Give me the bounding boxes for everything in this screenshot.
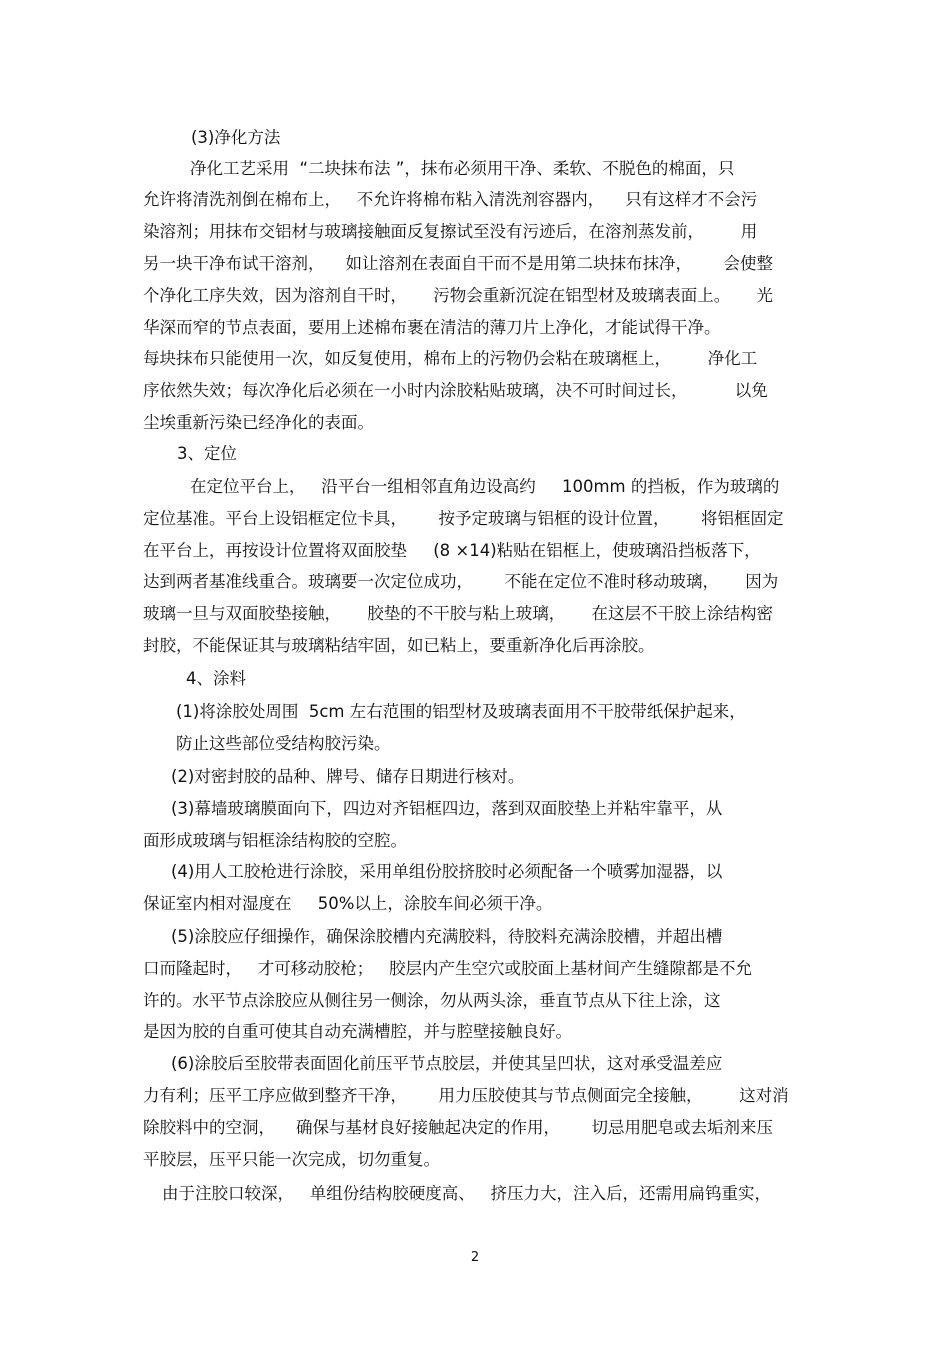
heading-coating: 4、涂料 [186,669,246,688]
text-line: 面形成玻璃与铝框涂结构胶的空腔。 [143,831,407,850]
text-line: 达到两者基准线重合。玻璃要一次定位成功， 不能在定位不准时移动玻璃， 因为 [143,572,779,591]
text-line: 许的。水平节点涂胶应从侧往另一侧涂，勿从两头涂，垂直节点从下往上涂，这 [143,991,721,1010]
page-number: 2 [470,1250,480,1265]
text-line: (2)对密封胶的品种、牌号、储存日期进行核对。 [171,767,525,786]
heading-purification-method: (3)净化方法 [191,128,281,147]
text-line: 封胶，不能保证其与玻璃粘结牢固，如已粘上，要重新净化后再涂胶。 [143,636,655,655]
text-line: 允许将清洗剂倒在棉布上， 不允许将棉布粘入清洗剂容器内， 只有这样才不会污 [143,190,758,209]
text-line: 尘埃重新污染已经净化的表面。 [143,413,374,432]
text-line: (6)涂胶后至胶带表面固化前压平节点胶层，并使其呈凹状，这对承受温差应 [171,1054,723,1073]
text-line: 保证室内相对湿度在 50%以上，涂胶车间必须干净。 [143,894,553,913]
text-line: (5)涂胶应仔细操作，确保涂胶槽内充满胶料，待胶料充满涂胶槽，并超出槽 [171,927,723,946]
heading-positioning: 3、定位 [177,444,237,463]
text-line: 另一块干净布试干溶剂， 如让溶剂在表面自干而不是用第二块抹布抹净， 会使整 [143,254,773,273]
text-line: 序依然失效；每次净化后必须在一小时内涂胶粘贴玻璃，决不可时间过长， 以免 [143,381,768,400]
text-line: 个净化工序失效，因为溶剂自干时， 污物会重新沉淀在铝型材及玻璃表面上。 光 [143,286,773,305]
text-line: 平胶层，压平只能一次完成，切勿重复。 [143,1150,440,1169]
text-line: (4)用人工胶枪进行涂胶，采用单组份胶挤胶时必须配备一个喷雾加湿器，以 [171,862,723,881]
text-line: 口而隆起时， 才可移动胶枪； 胶层内产生空穴或胶面上基材间产生缝隙都是不允 [143,959,752,978]
text-line: 华深而窄的节点表面，要用上述棉布裹在清洁的薄刀片上净化，才能试得干净。 [143,318,721,337]
text-line: 是因为胶的自重可使其自动充满槽腔，并与腔壁接触良好。 [143,1022,572,1041]
text-line: (3)幕墙玻璃膜面向下，四边对齐铝框四边，落到双面胶垫上并粘牢靠平，从 [171,799,723,818]
text-line: 净化工艺采用 “二块抹布法 ”，抹布必须用干净、柔软、不脱色的棉面，只 [190,159,735,178]
text-line: 每块抹布只能使用一次，如反复使用，棉布上的污物仍会粘在玻璃框上， 净化工 [143,349,758,368]
text-line: 力有利；压平工序应做到整齐干净， 用力压胶使其与节点侧面完全接触， 这对消 [143,1086,789,1105]
text-line: 防止这些部位受结构胶污染。 [176,734,391,753]
text-line: 玻璃一旦与双面胶垫接触， 胶垫的不干胶与粘上玻璃， 在这层不干胶上涂结构密 [143,604,773,623]
text-line: 定位基准。平台上设铝框定位卡具， 按予定玻璃与铝框的设计位置， 将铝框固定 [143,509,784,528]
text-line: (1)将涂胶处周围 5cm 左右范围的铝型材及玻璃表面用不干胶带纸保护起来， [176,702,746,721]
text-line: 在定位平台上， 沿平台一组相邻直角边设高约 100mm 的挡板，作为玻璃的 [190,477,780,496]
text-line: 染溶剂；用抹布交铝材与玻璃接触面反复擦试至没有污迹后，在溶剂蒸发前， 用 [143,222,758,241]
text-line: 由于注胶口较深， 单组份结构胶硬度高、 挤压力大，注入后，还需用扁钨重实， [162,1184,771,1203]
text-line: 除胶料中的空洞， 确保与基材良好接触起决定的作用， 切忌用肥皂或去垢剂来压 [143,1118,773,1137]
text-line: 在平台上，再按设计位置将双面胶垫 (8 ×14)粘贴在铝框上，使玻璃沿挡板落下， [143,541,761,560]
